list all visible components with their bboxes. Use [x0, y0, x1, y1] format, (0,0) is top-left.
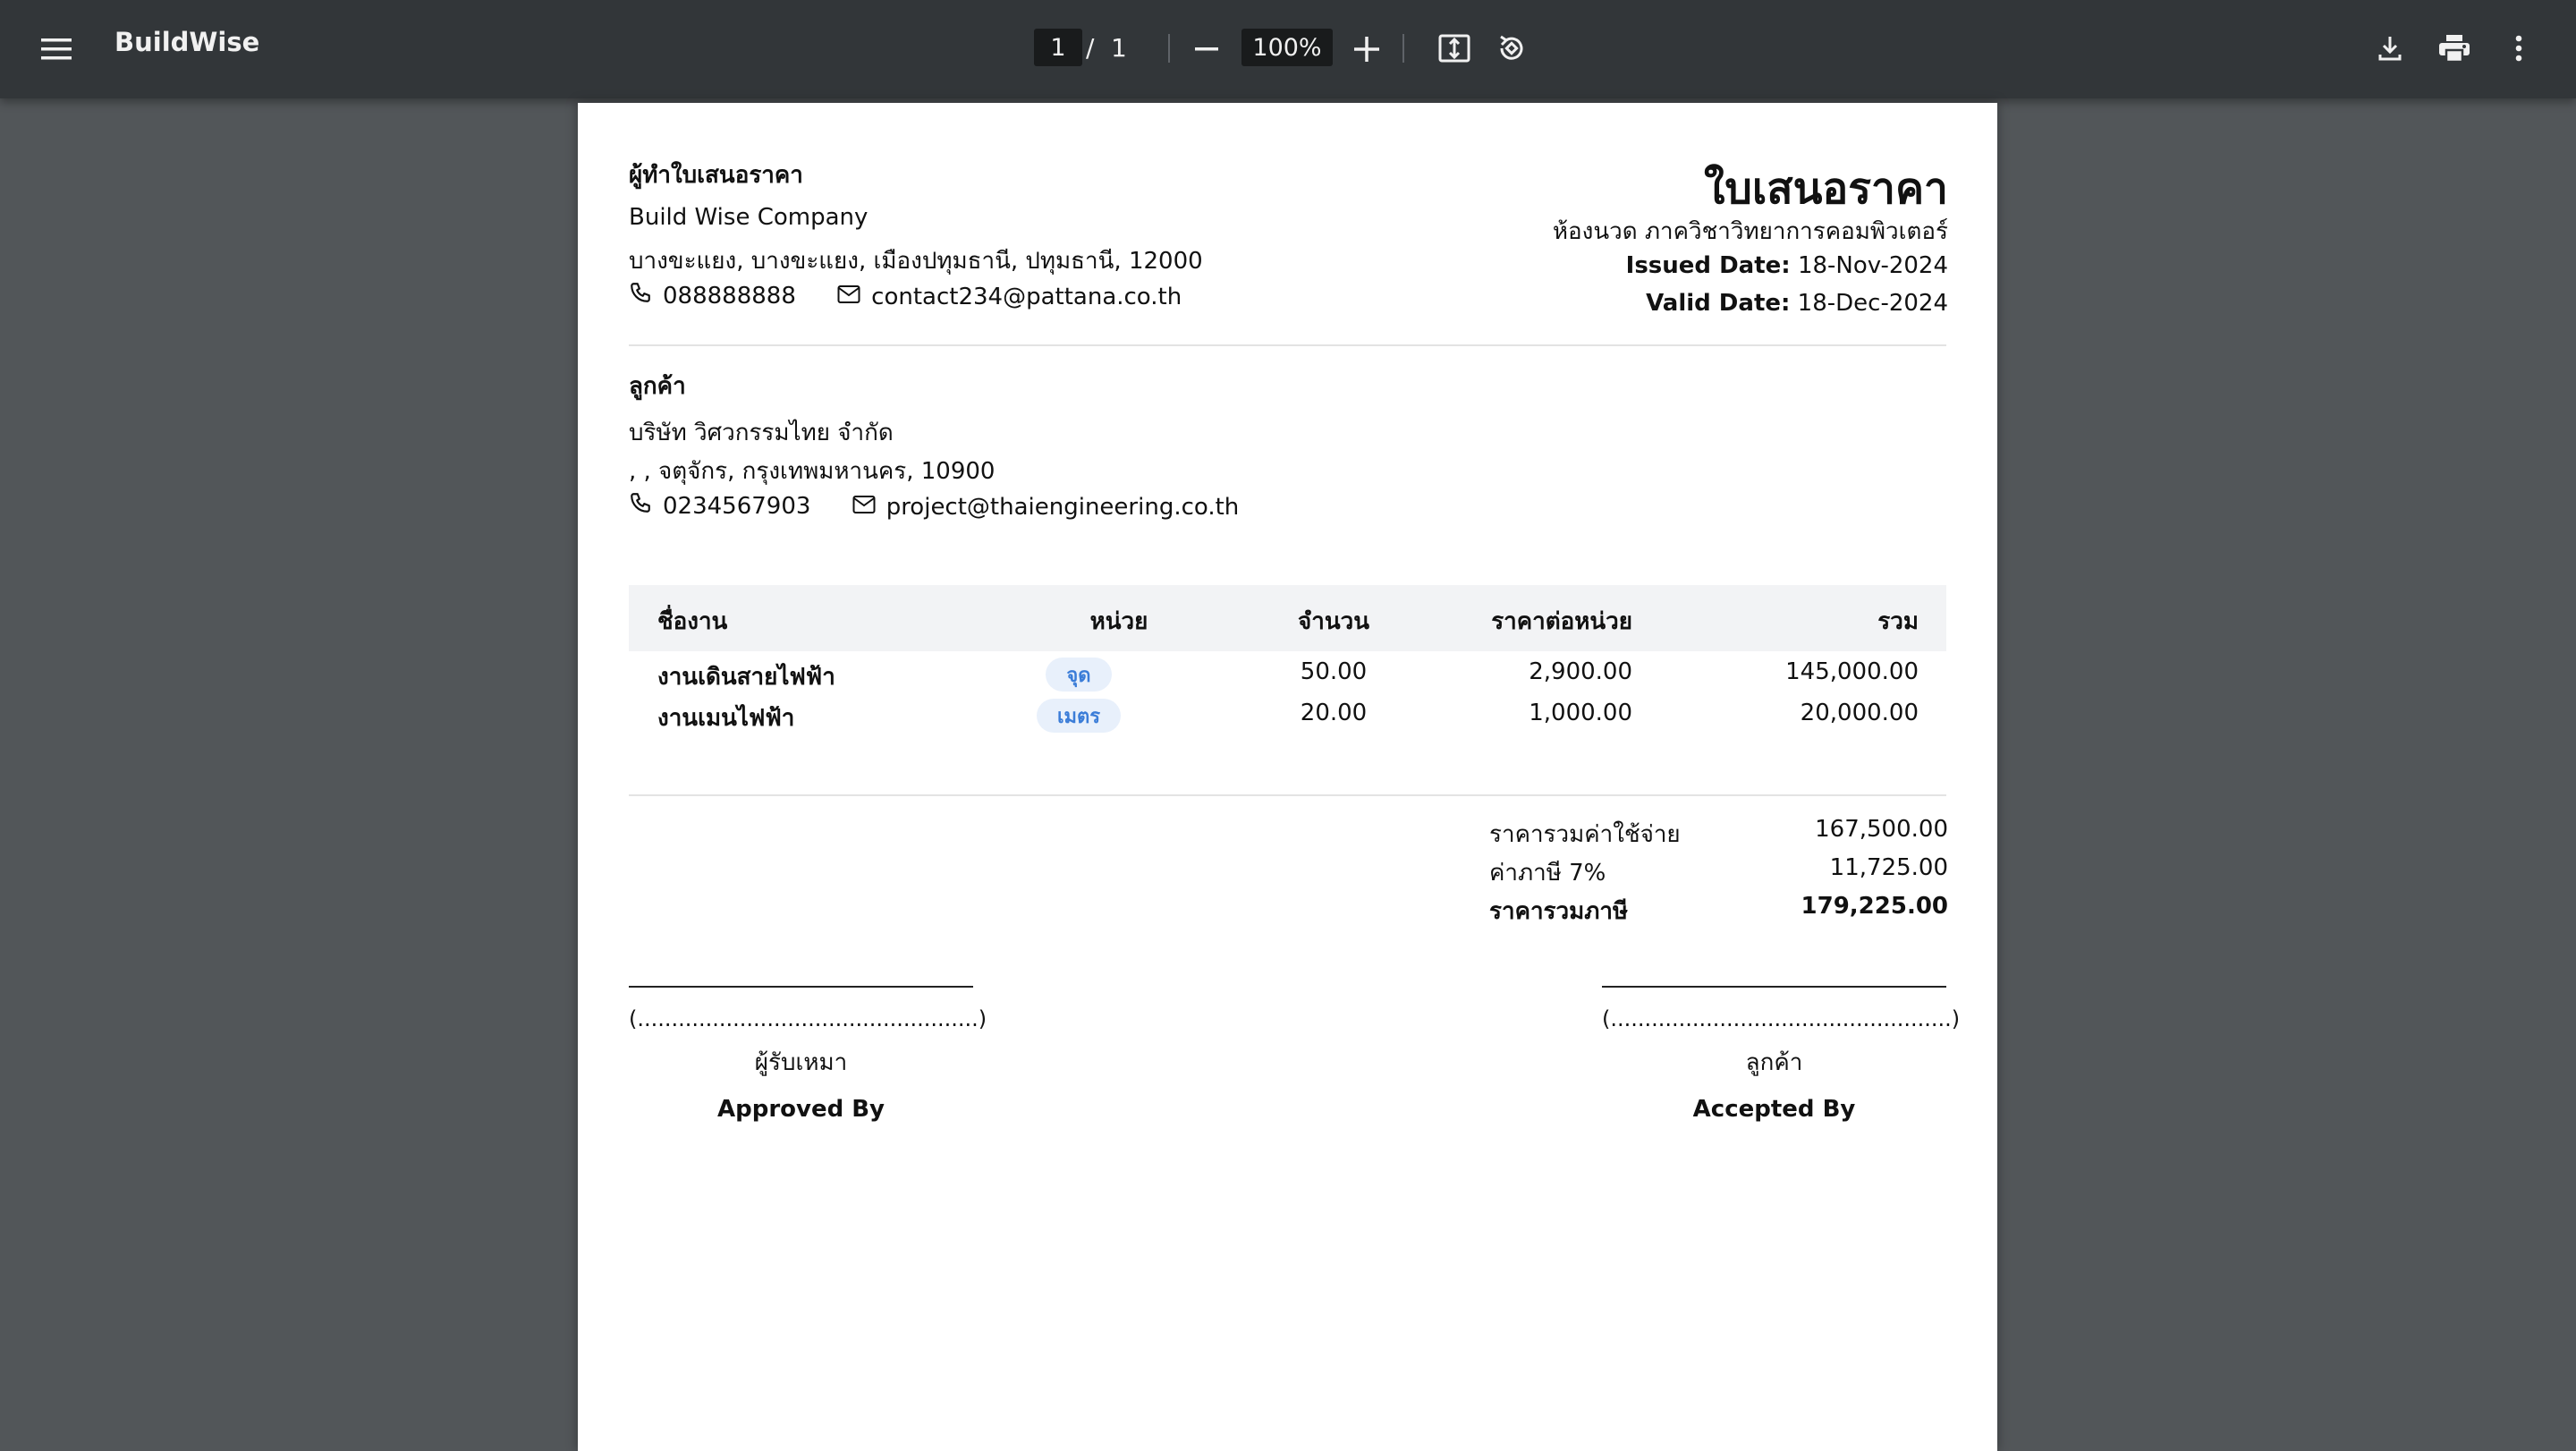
grand-total-value: 179,225.00	[1801, 893, 1948, 920]
col-header-unit: หน่วย	[1089, 608, 1148, 635]
row-1-price: 2,900.00	[1529, 658, 1632, 685]
issuer-phone: 088888888	[663, 282, 796, 310]
divider	[629, 794, 1946, 796]
signature-blank-right: (..................................................)	[1602, 1006, 1961, 1031]
divider	[629, 344, 1946, 346]
customer-contact	[629, 491, 1239, 521]
approved-by-caption: Approved By	[716, 1096, 886, 1123]
customer-phone-row	[629, 491, 810, 521]
document-heading: ใบเสนอราคา	[1703, 164, 1948, 214]
document-title: BuildWise	[114, 27, 260, 57]
more-options-icon[interactable]	[2501, 30, 2537, 66]
zoom-level-input[interactable]: 100%	[1241, 29, 1333, 66]
row-1-unit-badge: จุด	[1046, 658, 1112, 692]
department: ห้องนวด ภาควิชาวิทยาการคอมพิวเตอร์	[1552, 218, 1948, 245]
print-icon[interactable]	[2436, 30, 2472, 66]
vat-label: ค่าภาษี 7%	[1489, 860, 1606, 887]
menu-icon[interactable]	[39, 32, 73, 66]
zoom-out-icon[interactable]	[1190, 32, 1224, 66]
page-total: 1	[1111, 33, 1127, 63]
fit-page-icon[interactable]	[1436, 30, 1472, 66]
grand-total-label: ราคารวมภาษี	[1489, 898, 1629, 925]
row-1-name: งานเดินสายไฟฟ้า	[657, 664, 835, 691]
signature-role-right: ลูกค้า	[1745, 1049, 1803, 1076]
signature-line-right	[1602, 986, 1946, 988]
col-header-total: รวม	[1877, 608, 1919, 635]
mail-icon	[837, 284, 860, 310]
issuer-heading: ผู้ทำใบเสนอราคา	[629, 162, 803, 189]
valid-date-label: Valid Date:	[1646, 290, 1791, 317]
customer-phone: 0234567903	[663, 492, 811, 520]
row-1-qty: 50.00	[1300, 658, 1368, 685]
download-icon[interactable]	[2372, 30, 2408, 66]
accepted-by-caption: Accepted By	[1692, 1096, 1856, 1123]
issuer-email-row	[837, 284, 1182, 310]
subtotal-label: ราคารวมค่าใช้จ่าย	[1489, 821, 1681, 848]
issued-date	[1626, 252, 1948, 279]
valid-date	[1646, 290, 1948, 317]
page-number-input[interactable]: 1	[1034, 29, 1082, 66]
toolbar-divider	[1402, 34, 1404, 63]
subtotal-value: 167,500.00	[1815, 816, 1948, 843]
page-separator: /	[1086, 33, 1095, 63]
col-header-qty: จำนวน	[1298, 608, 1369, 635]
col-header-price: ราคาต่อหน่วย	[1491, 608, 1632, 635]
signature-role-left: ผู้รับเหมา	[754, 1049, 848, 1076]
mail-icon	[852, 494, 876, 521]
row-2-total: 20,000.00	[1800, 700, 1919, 726]
row-1-total: 145,000.00	[1785, 658, 1919, 685]
issuer-phone-row	[629, 281, 796, 310]
customer-address: , , จตุจักร, กรุงเทพมหานคร, 10900	[629, 458, 996, 485]
vat-value: 11,725.00	[1829, 854, 1948, 881]
issuer-address: บางขะแยง, บางขะแยง, เมืองปทุมธานี, ปทุมธานี, 12000	[629, 248, 1203, 275]
valid-date-value: 18-Dec-2024	[1797, 290, 1948, 317]
issuer-name: Build Wise Company	[629, 204, 869, 231]
row-2-qty: 20.00	[1300, 700, 1368, 726]
signature-blank-left: (..................................................)	[629, 1006, 987, 1031]
issued-date-value: 18-Nov-2024	[1797, 252, 1948, 279]
row-2-price: 1,000.00	[1529, 700, 1632, 726]
pdf-toolbar	[0, 0, 2576, 98]
issued-date-label: Issued Date:	[1625, 252, 1791, 279]
customer-email[interactable]: project@thaiengineering.co.th	[886, 494, 1240, 521]
row-2-name: งานเมนไฟฟ้า	[657, 705, 795, 732]
issuer-email[interactable]: contact234@pattana.co.th	[871, 284, 1182, 310]
rotate-icon[interactable]	[1494, 30, 1530, 66]
col-header-name: ชื่องาน	[657, 608, 728, 635]
phone-icon	[629, 491, 652, 521]
toolbar-divider	[1168, 34, 1170, 63]
zoom-in-icon[interactable]	[1350, 32, 1384, 66]
customer-name: บริษัท วิศวกรรมไทย จำกัด	[629, 420, 894, 446]
customer-heading: ลูกค้า	[629, 373, 686, 400]
pdf-page	[578, 103, 1997, 1451]
signature-line-left	[629, 986, 973, 988]
customer-email-row	[852, 494, 1240, 521]
row-2-unit-badge: เมตร	[1037, 699, 1121, 733]
phone-icon	[629, 281, 652, 310]
issuer-contact	[629, 281, 1182, 310]
